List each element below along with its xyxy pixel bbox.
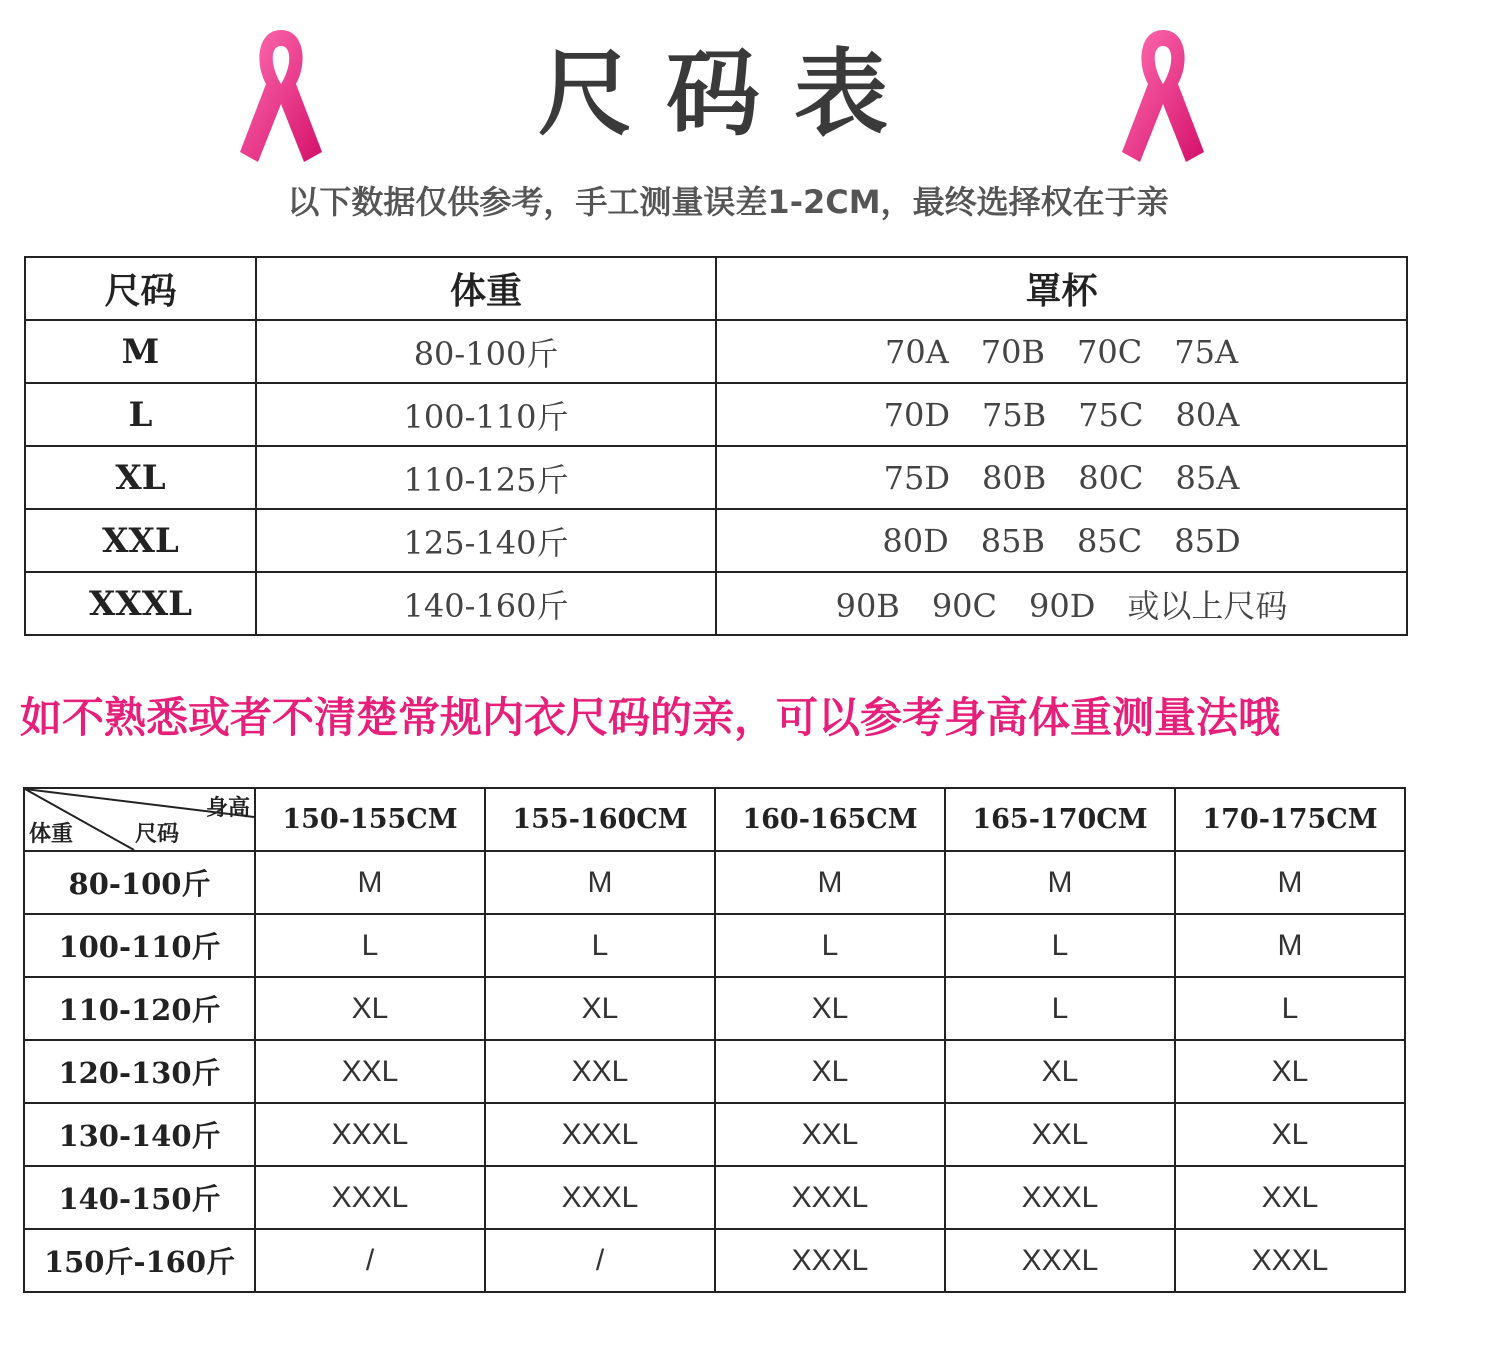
height-weight-table <box>23 787 1406 1293</box>
cup-size-value: 75A <box>1174 332 1239 371</box>
cup-size-value: 70C <box>1077 332 1143 371</box>
corner-height-label: 身高 <box>205 796 250 821</box>
weight-row-header: 120-130斤 <box>24 1040 255 1103</box>
weight-range: 140-160斤 <box>256 572 716 635</box>
cup-size-value: 70A <box>884 332 949 371</box>
cup-size-value: 90B <box>835 586 900 625</box>
height-column-header: 170-175CM <box>1175 788 1405 851</box>
weight-row-header: 80-100斤 <box>24 851 255 914</box>
size-value: M <box>25 320 256 383</box>
cup-size-value: 80A <box>1175 395 1240 434</box>
size-value: XL <box>25 446 256 509</box>
cup-size-value: 或以上尺码 <box>1127 586 1288 625</box>
cup-size-value: 80C <box>1078 458 1144 497</box>
height-column-header: 165-170CM <box>945 788 1175 851</box>
cup-size-value: 80D <box>882 521 949 560</box>
cup-size-value: 85C <box>1077 521 1143 560</box>
recommended-size: M <box>485 851 715 914</box>
recommended-size: XXXL <box>255 1103 485 1166</box>
hw-table-row <box>24 851 1405 914</box>
recommended-size: XXXL <box>255 1166 485 1229</box>
weight-row-header: 110-120斤 <box>24 977 255 1040</box>
weight-row-header: 100-110斤 <box>24 914 255 977</box>
recommended-size: M <box>1175 851 1405 914</box>
size-table-row <box>25 509 1407 572</box>
height-column-header: 155-160CM <box>485 788 715 851</box>
recommended-size: XL <box>1175 1040 1405 1103</box>
size-value: XXL <box>25 509 256 572</box>
cup-sizes <box>716 446 1407 509</box>
cup-sizes <box>716 320 1407 383</box>
page-title: 尺码表 <box>537 40 922 149</box>
height-column-header: 150-155CM <box>255 788 485 851</box>
weight-range: 80-100斤 <box>256 320 716 383</box>
hw-table-header-row <box>24 788 1405 851</box>
cup-size-value: 70D <box>883 395 951 434</box>
recommended-size: XXL <box>715 1103 945 1166</box>
cup-size-value: 90C <box>931 586 998 625</box>
hw-table-row <box>24 914 1405 977</box>
header-cup: 罩杯 <box>716 257 1407 320</box>
weight-row-header: 130-140斤 <box>24 1103 255 1166</box>
size-table-row <box>25 320 1407 383</box>
recommended-size: L <box>255 914 485 977</box>
weight-range: 110-125斤 <box>256 446 716 509</box>
header-weight: 体重 <box>256 257 716 320</box>
cup-size-value: 75C <box>1078 395 1144 434</box>
recommended-size: / <box>255 1229 485 1292</box>
recommended-size: M <box>1175 914 1405 977</box>
size-table-row <box>25 446 1407 509</box>
recommended-size: XXL <box>945 1103 1175 1166</box>
size-table <box>24 256 1408 636</box>
hw-table-row <box>24 1166 1405 1229</box>
cup-size-value: 75D <box>883 458 951 497</box>
hw-table-row <box>24 1040 1405 1103</box>
cup-sizes <box>716 572 1407 635</box>
cup-size-value: 85A <box>1175 458 1240 497</box>
recommended-size: XXXL <box>485 1103 715 1166</box>
cup-size-value: 85D <box>1174 521 1241 560</box>
recommended-size: XXXL <box>715 1166 945 1229</box>
cup-size-value: 85B <box>980 521 1046 560</box>
cup-size-value: 90D <box>1029 586 1096 625</box>
size-value: L <box>25 383 256 446</box>
corner-cell <box>24 788 255 851</box>
height-column-header: 160-165CM <box>715 788 945 851</box>
recommended-size: M <box>715 851 945 914</box>
page-subtitle: 以下数据仅供参考，手工测量误差1-2CM，最终选择权在于亲 <box>287 183 1169 221</box>
recommended-size: L <box>715 914 945 977</box>
recommended-size: XXXL <box>485 1166 715 1229</box>
measurement-note: 如不熟悉或者不清楚常规内衣尺码的亲，可以参考身高体重测量法哦 <box>20 693 1281 742</box>
size-value: XXXL <box>25 572 256 635</box>
cup-size-value: 70B <box>980 332 1046 371</box>
recommended-size: XL <box>1175 1103 1405 1166</box>
recommended-size: L <box>945 914 1175 977</box>
recommended-size: XL <box>715 977 945 1040</box>
cup-sizes <box>716 383 1407 446</box>
hw-table-row <box>24 977 1405 1040</box>
recommended-size: XXL <box>485 1040 715 1103</box>
recommended-size: XXXL <box>945 1166 1175 1229</box>
recommended-size: XL <box>485 977 715 1040</box>
recommended-size: XXL <box>1175 1166 1405 1229</box>
recommended-size: / <box>485 1229 715 1292</box>
recommended-size: L <box>945 977 1175 1040</box>
weight-range: 100-110斤 <box>256 383 716 446</box>
corner-size-label: 尺码 <box>135 822 180 847</box>
cup-size-value: 80B <box>982 458 1047 497</box>
recommended-size: XXXL <box>945 1229 1175 1292</box>
cup-sizes <box>716 509 1407 572</box>
recommended-size: XL <box>945 1040 1175 1103</box>
weight-row-header: 150斤-160斤 <box>24 1229 255 1292</box>
weight-range: 125-140斤 <box>256 509 716 572</box>
size-table-row <box>25 383 1407 446</box>
size-table-header-row <box>25 257 1407 320</box>
recommended-size: XXXL <box>715 1229 945 1292</box>
recommended-size: XL <box>715 1040 945 1103</box>
hw-table-row <box>24 1229 1405 1292</box>
recommended-size: XXXL <box>1175 1229 1405 1292</box>
recommended-size: XXL <box>255 1040 485 1103</box>
recommended-size: M <box>255 851 485 914</box>
corner-weight-label: 体重 <box>29 822 74 847</box>
recommended-size: L <box>485 914 715 977</box>
weight-row-header: 140-150斤 <box>24 1166 255 1229</box>
header-size: 尺码 <box>25 257 256 320</box>
recommended-size: L <box>1175 977 1405 1040</box>
cup-size-value: 75B <box>982 395 1047 434</box>
size-table-row <box>25 572 1407 635</box>
recommended-size: M <box>945 851 1175 914</box>
hw-table-row <box>24 1103 1405 1166</box>
recommended-size: XL <box>255 977 485 1040</box>
